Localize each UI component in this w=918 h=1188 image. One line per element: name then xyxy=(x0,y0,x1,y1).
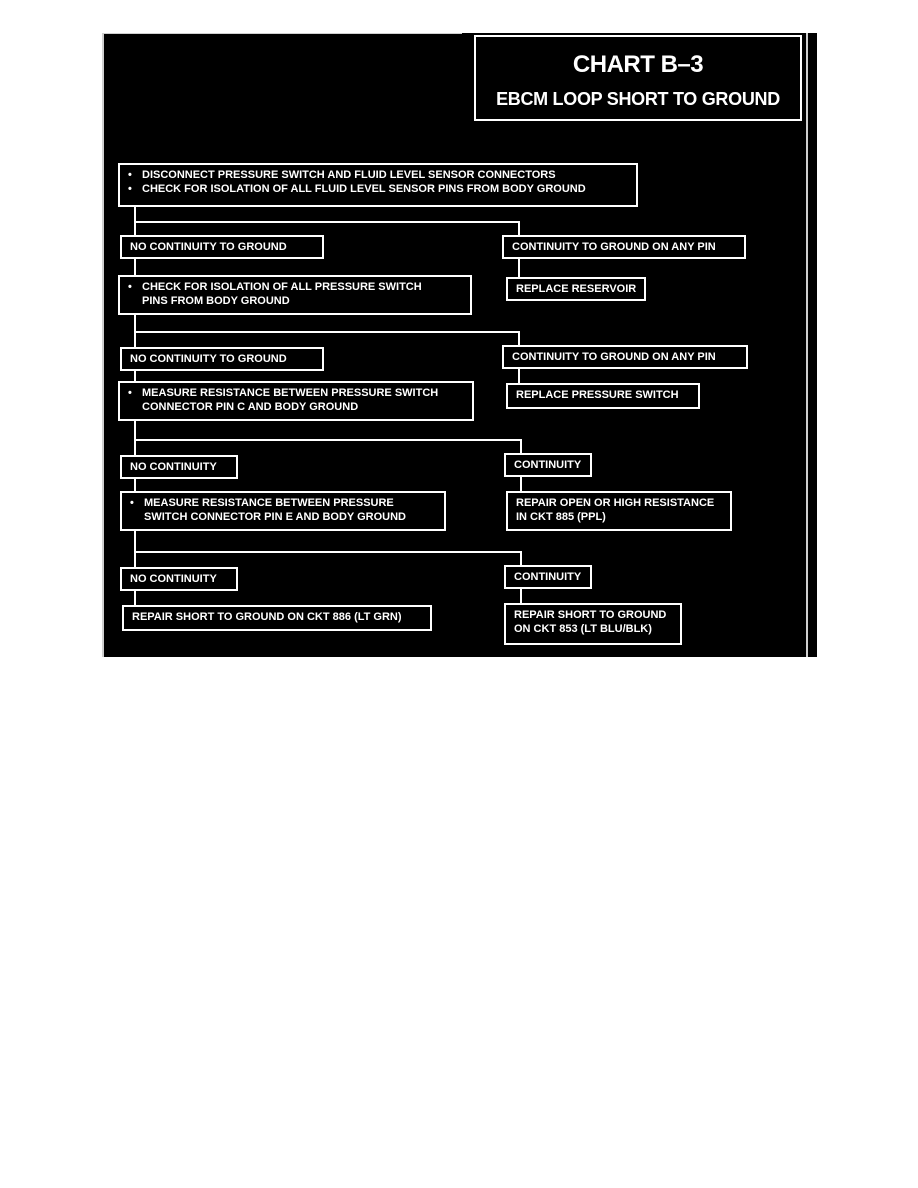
right-border-line xyxy=(806,33,808,657)
branch3-right-action-line2: IN CKT 885 (PPL) xyxy=(516,511,606,523)
step4-line2: SWITCH CONNECTOR PIN E AND BODY GROUND xyxy=(144,511,406,523)
branch4-left-action-box xyxy=(122,605,432,631)
connector xyxy=(134,221,520,223)
top-border-line xyxy=(102,33,462,34)
branch1-right-action-box xyxy=(506,277,646,301)
branch2-left-label: NO CONTINUITY TO GROUND xyxy=(130,353,287,365)
connector xyxy=(134,331,520,333)
branch3-left-label: NO CONTINUITY xyxy=(130,461,217,473)
connector xyxy=(520,551,522,565)
connector xyxy=(134,439,522,441)
branch4-right-label: CONTINUITY xyxy=(514,571,582,583)
branch3-right-box xyxy=(504,453,592,477)
branch2-right-action-box xyxy=(506,383,700,409)
branch4-right-action-line2: ON CKT 853 (LT BLU/BLK) xyxy=(514,623,652,635)
branch1-right-box xyxy=(502,235,746,259)
branch4-left-box xyxy=(120,567,238,591)
connector xyxy=(518,259,520,277)
connector xyxy=(134,551,522,553)
step3-line2: CONNECTOR PIN C AND BODY GROUND xyxy=(142,401,359,413)
bullet-icon: • xyxy=(128,169,132,181)
step1-line2: CHECK FOR ISOLATION OF ALL FLUID LEVEL SENSOR PINS FROM BODY GROUND xyxy=(142,183,586,195)
step1-box xyxy=(118,163,638,207)
left-border-line xyxy=(102,33,104,657)
step2-line2: PINS FROM BODY GROUND xyxy=(142,295,290,307)
branch4-left-label: NO CONTINUITY xyxy=(130,573,217,585)
bullet-icon: • xyxy=(130,497,134,509)
branch1-right-action: REPLACE RESERVOIR xyxy=(516,283,637,295)
bullet-icon: • xyxy=(128,183,132,195)
connector xyxy=(520,477,522,491)
connector xyxy=(134,421,136,455)
branch1-right-label: CONTINUITY TO GROUND ON ANY PIN xyxy=(512,241,716,253)
step4-box xyxy=(120,491,446,531)
branch2-right-action: REPLACE PRESSURE SWITCH xyxy=(516,389,679,401)
branch3-left-box xyxy=(120,455,238,479)
branch1-left-label: NO CONTINUITY TO GROUND xyxy=(130,241,287,253)
step3-line1: MEASURE RESISTANCE BETWEEN PRESSURE SWITCH xyxy=(142,387,439,399)
flowchart-panel xyxy=(102,33,817,657)
branch3-right-label: CONTINUITY xyxy=(514,459,582,471)
connector xyxy=(518,331,520,345)
branch4-right-action-line1: REPAIR SHORT TO GROUND xyxy=(514,609,667,621)
connector xyxy=(520,439,522,453)
step4-line1: MEASURE RESISTANCE BETWEEN PRESSURE xyxy=(144,497,394,509)
branch4-right-action-box xyxy=(504,603,682,645)
branch4-left-action: REPAIR SHORT TO GROUND ON CKT 886 (LT GRN) xyxy=(132,611,402,623)
connector xyxy=(518,369,520,383)
branch2-right-label: CONTINUITY TO GROUND ON ANY PIN xyxy=(512,351,716,363)
bullet-icon: • xyxy=(128,387,132,399)
step2-box xyxy=(118,275,472,315)
title-block xyxy=(474,35,802,121)
branch2-right-box xyxy=(502,345,748,369)
step1-line1: DISCONNECT PRESSURE SWITCH AND FLUID LEVEL SENSOR CONNECTORS xyxy=(142,169,556,181)
connector xyxy=(134,591,136,605)
connector xyxy=(520,589,522,603)
branch3-right-action-line1: REPAIR OPEN OR HIGH RESISTANCE xyxy=(516,497,715,509)
step2-line1: CHECK FOR ISOLATION OF ALL PRESSURE SWITCH xyxy=(142,281,422,293)
chart-subtitle: EBCM LOOP SHORT TO GROUND xyxy=(496,89,780,109)
bullet-icon: • xyxy=(128,281,132,293)
branch4-right-box xyxy=(504,565,592,589)
branch3-right-action-box xyxy=(506,491,732,531)
connector xyxy=(518,221,520,235)
branch1-left-box xyxy=(120,235,324,259)
step3-box xyxy=(118,381,474,421)
chart-title: CHART B–3 xyxy=(572,51,704,78)
branch2-left-box xyxy=(120,347,324,371)
connector xyxy=(134,531,136,567)
